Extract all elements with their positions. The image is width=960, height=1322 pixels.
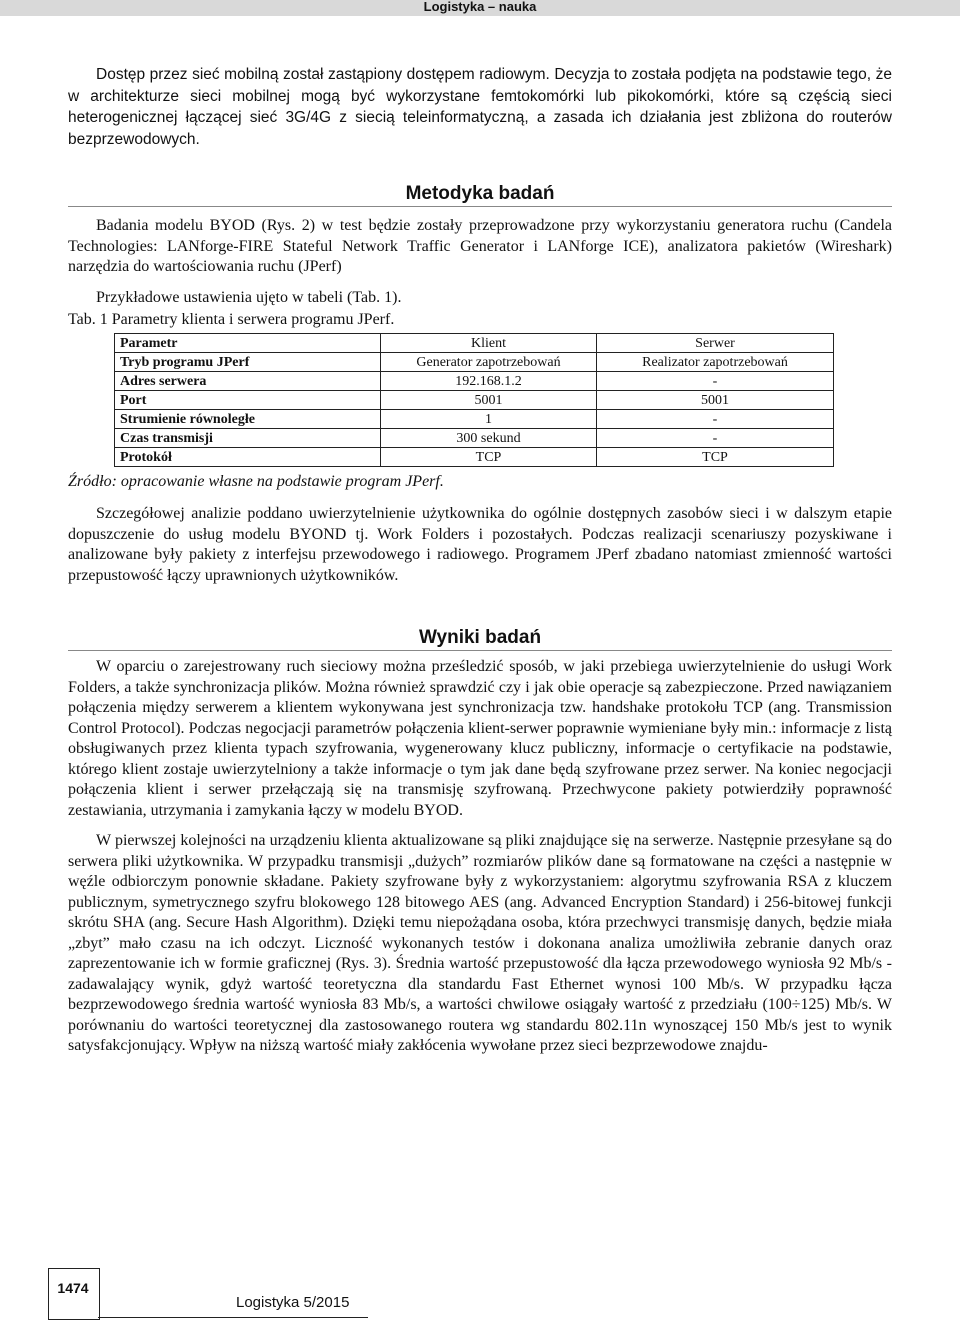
table-cell: Generator zapotrzebowań [381, 353, 597, 372]
table-row [115, 372, 834, 391]
table-cell: Protokół [115, 448, 381, 467]
table-row [115, 429, 834, 448]
table-cell: Tryb programu JPerf [115, 353, 381, 372]
table-source: Źródło: opracowanie własne na podstawie program JPerf. [68, 473, 444, 490]
table-cell: 300 sekund [381, 429, 597, 448]
results-paragraph-2: W pierwszej kolejności na urządzeniu klienta aktualizowane są pliki znajdujące się na serwerze. Następnie przesyłane są do serwera pliki użytkownika. W przypadku transmisji „dużych” rozmiarów plików dane są formatowane na części a następnie w węźle odbiorczym ponownie składane. Pakiety szyfrowane były z wykorzystaniem: algorytmu szyfrowania RSA z kluczem publicznym, symetrycznego szyfru blokowego 128 bitowego AES (ang. Advanced Encryption Standard) i 256-bitowej funkcji skrótu SHA (ang. Secure Hash Algorithm). Dzięki temu niepożądana osoba, która przechwyci transmisję danych, będzie miała „zbyt” mało czasu na ich odczyt. Liczność wykonanych testów i dokonana analiza umożliwiła zebranie danych oraz zaprezentowanie ich w formie graficznej (Rys. 3). Średnia wartość przepustowość dla łącza przewodowego wyniosła 92 Mb/s - zadawalający wynik, gdyż wartość teoretyczna dla standardu Fast Ethernet wynosi 100 Mb/s. W przypadku łącza bezprzewodowego średnia wartość wyniosła 83 Mb/s, a wartości chwilowe osiągały wartość z przedziału (100÷125) Mb/s. W porównaniu do wartości teoretycznej dla zastosowanego routera wg standardu 802.11n wynoszącej 150 Mb/s jest to wynik satysfakcjonujący. Wpływ na niższą wartość miały zakłócenia wywołane przez sieci bezprzewodowe znajdu- [68, 832, 892, 1054]
page-number: 1474 [57, 1280, 89, 1296]
table-cell: TCP [597, 448, 834, 467]
table-cell: Port [115, 391, 381, 410]
table-header-cell: Klient [381, 334, 597, 353]
table-header-cell: Serwer [597, 334, 834, 353]
method-paragraph-2: Przykładowe ustawienia ujęto w tabeli (Tab. 1). [96, 288, 402, 306]
table-cell: Czas transmisji [115, 429, 381, 448]
table-caption: Tab. 1 Parametry klienta i serwera programu JPerf. [68, 311, 395, 328]
table-header-row [115, 334, 834, 353]
table-cell: 5001 [597, 391, 834, 410]
table-cell: Realizator zapotrzebowań [597, 353, 834, 372]
table-cell: 1 [381, 410, 597, 429]
table-cell: 5001 [381, 391, 597, 410]
section-heading-results: Wyniki badań [418, 627, 542, 648]
section-heading-method: Metodyka badań [405, 183, 555, 204]
table-cell: Strumienie równoległe [115, 410, 381, 429]
table-header-cell: Parametr [115, 334, 381, 353]
table-cell: - [597, 410, 834, 429]
table-cell: TCP [381, 448, 597, 467]
journal-name: Logistyka 5/2015 [236, 1294, 350, 1311]
method-paragraph-3: Szczegółowej analizie poddano uwierzytelnienie użytkownika do ogólnie dostępnych zasobów sieci i w dalszym etapie dopuszczenie do usług modelu BYOND tj. Work Folders i pozostałych. Podczas realizacji scenariuszy pozyskiwane i analizowane były pakiety z interfejsu przewodowego i radiowego. Programem JPerf zbadano natomiast zmienność wartości przepustowość łączy uprawnionych użytkowników. [68, 505, 892, 584]
table-cell: Adres serwera [115, 372, 381, 391]
results-paragraph-1: W oparciu o zarejestrowany ruch sieciowy można prześledzić sposób, w jaki przebiega uwierzytelnienie do usługi Work Folders, a także synchronizacja plików. Można również sprawdzić czy i jak obie operacje są zabezpieczone. Przed nawiązaniem połączenia między serwerem a klientem wykonywana jest synchronizacja tzw. handshake protokołu TCP (ang. Transmission Control Protocol). Podczas negocjacji parametrów połączenia klient-serwer poprawnie wymieniane były min.: informacje z listą obsługiwanych przez klienta typach szyfrowania, wygenerowany klucz publiczny, informacje o certyfikacie na podstawie, którego klient zostaje uwierzytelniony a także informacje o tym jak dane będą szyfrowane przez serwer. Na koniec negocjacji połączenia klient i serwer przełączają się na transmisję szyfrowaną. Przechwycone pakiety potwierdziły poprawność zestawiania, utrzymania i zamykania łączy w modelu BYOD. [68, 658, 892, 819]
article-body [68, 64, 892, 1057]
parameters-table [114, 333, 834, 467]
table-row [115, 353, 834, 372]
table-row [115, 410, 834, 429]
table-row [115, 391, 834, 410]
method-paragraph-1: Badania modelu BYOD (Rys. 2) w test będzie zostały przeprowadzone przy wykorzystaniu generatora ruchu (Candela Technologies: LANforge-FIRE Stateful Network Traffic Generator i LANforge ICE), analizatora pakietów (Wireshark) narzędzia do wartościowania ruchu (JPerf) [68, 217, 892, 275]
intro-paragraph: Dostęp przez sieć mobilną został zastąpiony dostępem radiowym. Decyzja to została podjęta na podstawie tego, że w architekturze sieci mobilnej mogą być wykorzystane femtokomórki lub pikokomórki, które są częścią sieci heterogenicznej łączącej sieć 3G/4G z siecią teleinformatyczną, a zasada ich działania jest zbliżona do routerów bezprzewodowych. [68, 66, 892, 148]
table-cell: - [597, 429, 834, 448]
table-cell: 192.168.1.2 [381, 372, 597, 391]
table-cell: - [597, 372, 834, 391]
footer-rule [98, 1317, 368, 1318]
running-header-title: Logistyka – nauka [423, 0, 537, 14]
table-row [115, 448, 834, 467]
